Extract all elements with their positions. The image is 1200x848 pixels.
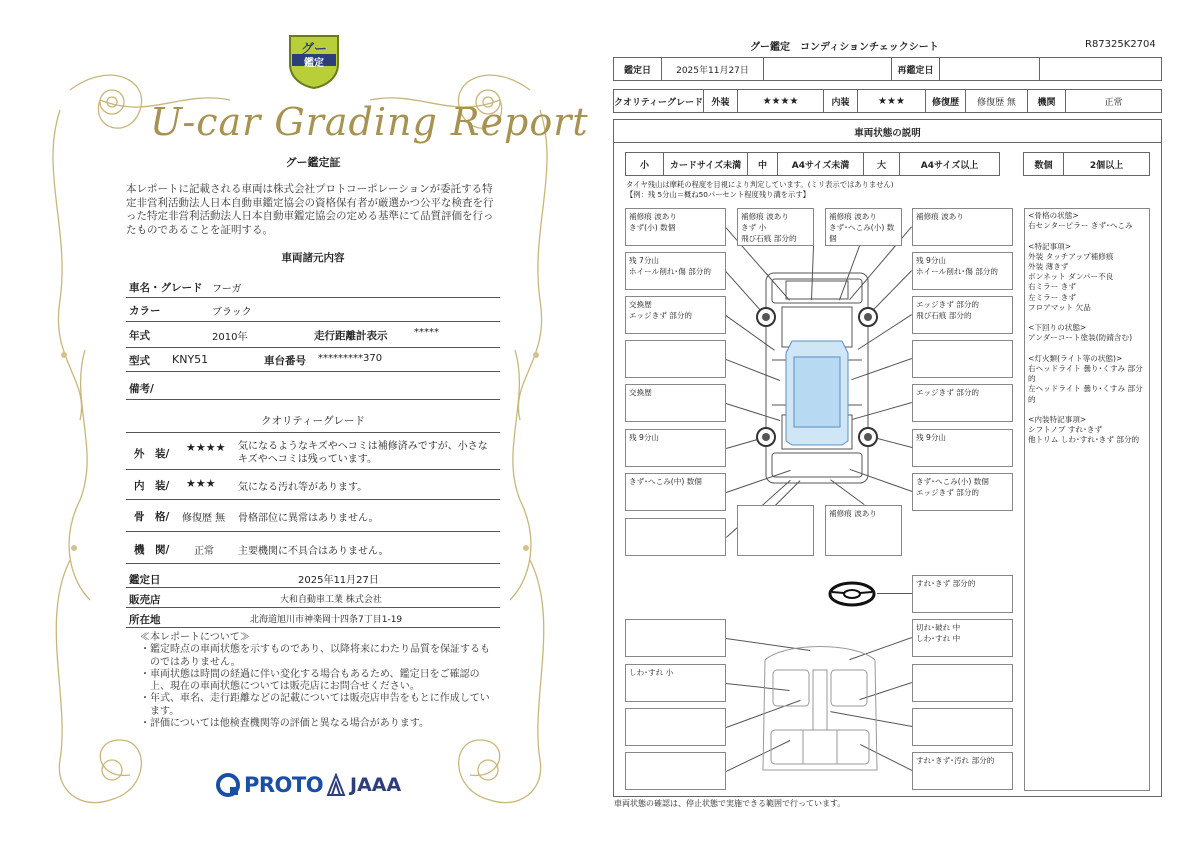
condition-box: エッジきず 部分的 <box>912 384 1013 422</box>
quality-label: 骨 格/ <box>134 511 170 523</box>
date-value-cell: 2025年11月27日 <box>662 58 764 80</box>
condition-box: 残 7分山 ホイール削れ･傷 部分的 <box>625 252 726 290</box>
appraisal-date-row <box>126 568 500 588</box>
quality-row-interior <box>126 470 500 500</box>
quality-label: 外 装/ <box>134 448 170 460</box>
report-title: U-car Grading Report <box>150 100 589 144</box>
appraisal-label: 販売店 <box>129 594 161 606</box>
engine-label-cell: 機関 <box>1028 90 1066 112</box>
interior-stars: ★★★ <box>186 477 216 490</box>
certificate-heading: グー鑑定証 <box>285 156 341 169</box>
condition-box <box>625 752 726 790</box>
certificate-body: 本レポートに記載される車両は株式会社プロトコーポレーションが委託する特定非営利活動法人日本自動車鑑定協会の資格保有者が厳選かつ公平な検査を行った特定非営利活動法人日本自動車鑑定協会の定める基準にて品質評価を行ったものであることを証明する。 <box>126 183 494 236</box>
frame-text: 骨格部位に異常はありません。 <box>238 513 379 524</box>
logo-text-top: グー <box>300 42 327 57</box>
sheet-id: R87325K2704 <box>1085 39 1156 50</box>
condition-box: 補修痕 波あり きず･へこみ(小) 数個 <box>825 208 902 246</box>
quality-row-exterior <box>126 432 500 470</box>
condition-box <box>912 708 1013 746</box>
sheet-footer-note: 車両状態の確認は、停止状態で実施できる範囲で行っています。 <box>614 799 846 808</box>
spec-row-color <box>126 298 500 322</box>
quality-label: 機 関/ <box>134 544 170 556</box>
size-mid: 中 <box>748 153 778 175</box>
condition-box <box>912 664 1013 702</box>
int-stars-cell: ★★★ <box>858 90 926 112</box>
spec-row-model <box>126 348 500 372</box>
proto-logo <box>216 772 323 798</box>
spec-label: カラー <box>129 305 161 317</box>
leader-line <box>877 593 912 594</box>
proto-mark-icon <box>216 773 242 797</box>
condition-box: 切れ･破れ 中 しわ･すれ 中 <box>912 619 1013 657</box>
notes-item: ・鑑定時点の車両状態を示すものであり、以降将来にわたり品質を保証するものではありません。 <box>140 644 490 668</box>
goo-kantei-logo <box>286 30 342 90</box>
int-label-cell: 内装 <box>824 90 858 112</box>
count-desc: 2個以上 <box>1089 160 1124 171</box>
quality-row-frame <box>126 500 500 532</box>
notes-item: ・年式、車名、走行距離などの記載については販売店申告をもとに作成しています。 <box>140 693 490 717</box>
size-legend <box>625 152 1000 176</box>
condition-box <box>912 340 1013 378</box>
condition-box: すれ･きず･汚れ 部分的 <box>912 752 1013 790</box>
size-large: 大 <box>864 153 900 175</box>
empty-cell <box>764 58 892 80</box>
quality-row-engine <box>126 532 500 564</box>
spec-value: 2010年 <box>212 332 248 343</box>
condition-box <box>625 619 726 657</box>
exterior-text: 気になるようなキズやヘコミは補修済みですが、小さなキズやヘコミは残っています。 <box>238 441 488 465</box>
appraisal-label: 所在地 <box>129 614 161 626</box>
condition-box: きず･へこみ(小) 数個 エッジきず 部分的 <box>912 473 1013 511</box>
quality-label: 内 装/ <box>134 480 170 492</box>
condition-box <box>625 340 726 378</box>
repair-value-cell: 修復歴 無 <box>966 90 1028 112</box>
exterior-stars: ★★★★ <box>186 441 226 454</box>
count-legend <box>1023 152 1150 176</box>
appraisal-address-row <box>126 608 500 628</box>
spec-value: ***** <box>414 327 439 338</box>
spec-label: 備考/ <box>129 383 154 395</box>
appraisal-address: 北海道旭川市神楽岡十四条7丁目1-19 <box>250 615 403 625</box>
condition-heading: 車両状態の説明 <box>854 128 921 139</box>
jaaa-logo <box>326 772 401 798</box>
spec-value: KNY51 <box>172 353 209 366</box>
size-small-desc: カードサイズ未満 <box>664 153 748 175</box>
ext-stars-cell: ★★★★ <box>738 90 824 112</box>
logo-text-bottom: 鑑定 <box>304 58 324 69</box>
interior-text: 気になる汚れ等があります。 <box>238 482 368 493</box>
condition-box <box>625 518 726 556</box>
special-notes-panel: <骨格の状態> 右センターピラー きず･へこみ <特記事項> 外装 タッチアップ補修痕 外装 薄きず ボンネット ダンパー不良 右ミラー きず 左ミラー きず フロアマット 欠品 <下回りの状態> アンダーコート塗装(防錆含む) <灯火類(ライト等の状態)> 右ヘッドライト 曇り･くすみ 部分的 左ヘッドライト 曇り･くすみ 部分的 <内装特記事項> シフトノブ すれ･きず 他トリム しわ･すれ･きず 部分的 <box>1024 208 1150 791</box>
condition-box: 残 9分山 <box>625 429 726 467</box>
car-top-view-diagram <box>752 265 882 491</box>
spec-label: 年式 <box>129 330 150 342</box>
spec-row-year <box>126 322 500 348</box>
jaaa-mark-icon <box>326 773 346 797</box>
specs-heading: 車両諸元内容 <box>281 252 345 264</box>
notes-item: ・評価については他検査機関等の評価と異なる場合があります。 <box>140 718 429 730</box>
spec-value: ブラック <box>212 307 252 318</box>
condition-box: 補修痕 波あり <box>912 208 1013 246</box>
appraisal-label: 鑑定日 <box>129 574 161 586</box>
empty-cell <box>1040 58 1161 80</box>
condition-box: 交換歴 <box>625 384 726 422</box>
quality-heading: クオリティーグレード <box>261 415 365 427</box>
car-interior-diagram <box>755 640 885 775</box>
spec-label: 車名・グレード <box>129 282 203 294</box>
spec-label: 型式 <box>129 355 150 367</box>
appraisal-date: 2025年11月27日 <box>298 575 379 586</box>
spec-value: フーガ <box>212 284 242 295</box>
size-small: 小 <box>626 153 664 175</box>
condition-box: 補修痕 波あり きず 小 飛び石痕 部分的 <box>737 208 814 246</box>
engine-text: 主要機関に不具合はありません。 <box>238 546 389 557</box>
notes-heading: ≪本レポートについて≫ <box>140 632 250 643</box>
size-mid-desc: A4サイズ未満 <box>778 153 864 175</box>
spec-value: *********370 <box>318 353 383 364</box>
spec-row-remarks <box>126 372 500 400</box>
condition-box: きず･へこみ(中) 数個 <box>625 473 726 511</box>
repair-label-cell: 修復歴 <box>926 90 966 112</box>
spec-label: 走行距離計表示 <box>314 330 388 342</box>
tire-note: タイヤ残山は摩耗の程度を目視により判定しています。(ミリ表示ではありません) <box>626 180 894 189</box>
condition-box: 交換歴 エッジきず 部分的 <box>625 296 726 334</box>
empty-cell <box>940 58 1040 80</box>
report-notes <box>140 632 492 730</box>
tire-example: 【例：残 5分山＝概ね50パーセント程度残り溝を示す】 <box>626 190 810 199</box>
reappraisal-label-cell: 再鑑定日 <box>892 58 940 80</box>
notes-item: ・車両状態は時間の経過に伴い変化する場合もあるため、鑑定日をご確認の上、現在の車両状態については販売店にお問合せください。 <box>140 668 480 693</box>
sheet-title: グー鑑定 コンディションチェックシート <box>750 42 939 53</box>
proto-text: PROTO <box>244 773 324 797</box>
condition-box: 残 9分山 ホイール削れ･傷 部分的 <box>912 252 1013 290</box>
count-label: 数個 <box>1024 153 1064 175</box>
date-table <box>613 57 1162 81</box>
condition-box: 補修痕 波あり <box>825 505 902 556</box>
condition-box <box>737 505 814 556</box>
frame-value: 修復歴 無 <box>182 513 226 524</box>
condition-box: 残 9分山 <box>912 429 1013 467</box>
condition-box <box>625 708 726 746</box>
ext-label-cell: 外装 <box>704 90 738 112</box>
jaaa-text: JAAA <box>350 774 402 796</box>
steering-wheel-icon <box>827 580 877 608</box>
grade-table <box>613 89 1162 113</box>
spec-row-name <box>126 276 500 298</box>
date-label-cell: 鑑定日 <box>614 58 662 80</box>
condition-box: エッジきず 部分的 飛び石痕 部分的 <box>912 296 1013 334</box>
appraisal-shop: 大和自動車工業 株式会社 <box>280 595 382 605</box>
condition-box: 補修痕 波あり きず(小) 数個 <box>625 208 726 246</box>
size-large-desc: A4サイズ以上 <box>920 160 979 171</box>
spec-label: 車台番号 <box>264 355 306 367</box>
condition-box: しわ･すれ 小 <box>625 664 726 702</box>
engine-value-cell: 正常 <box>1104 97 1123 108</box>
condition-box: すれ･きず 部分的 <box>912 575 1013 613</box>
engine-value: 正常 <box>194 546 214 557</box>
grade-label-cell: クオリティーグレード <box>614 90 704 112</box>
appraisal-shop-row <box>126 588 500 608</box>
